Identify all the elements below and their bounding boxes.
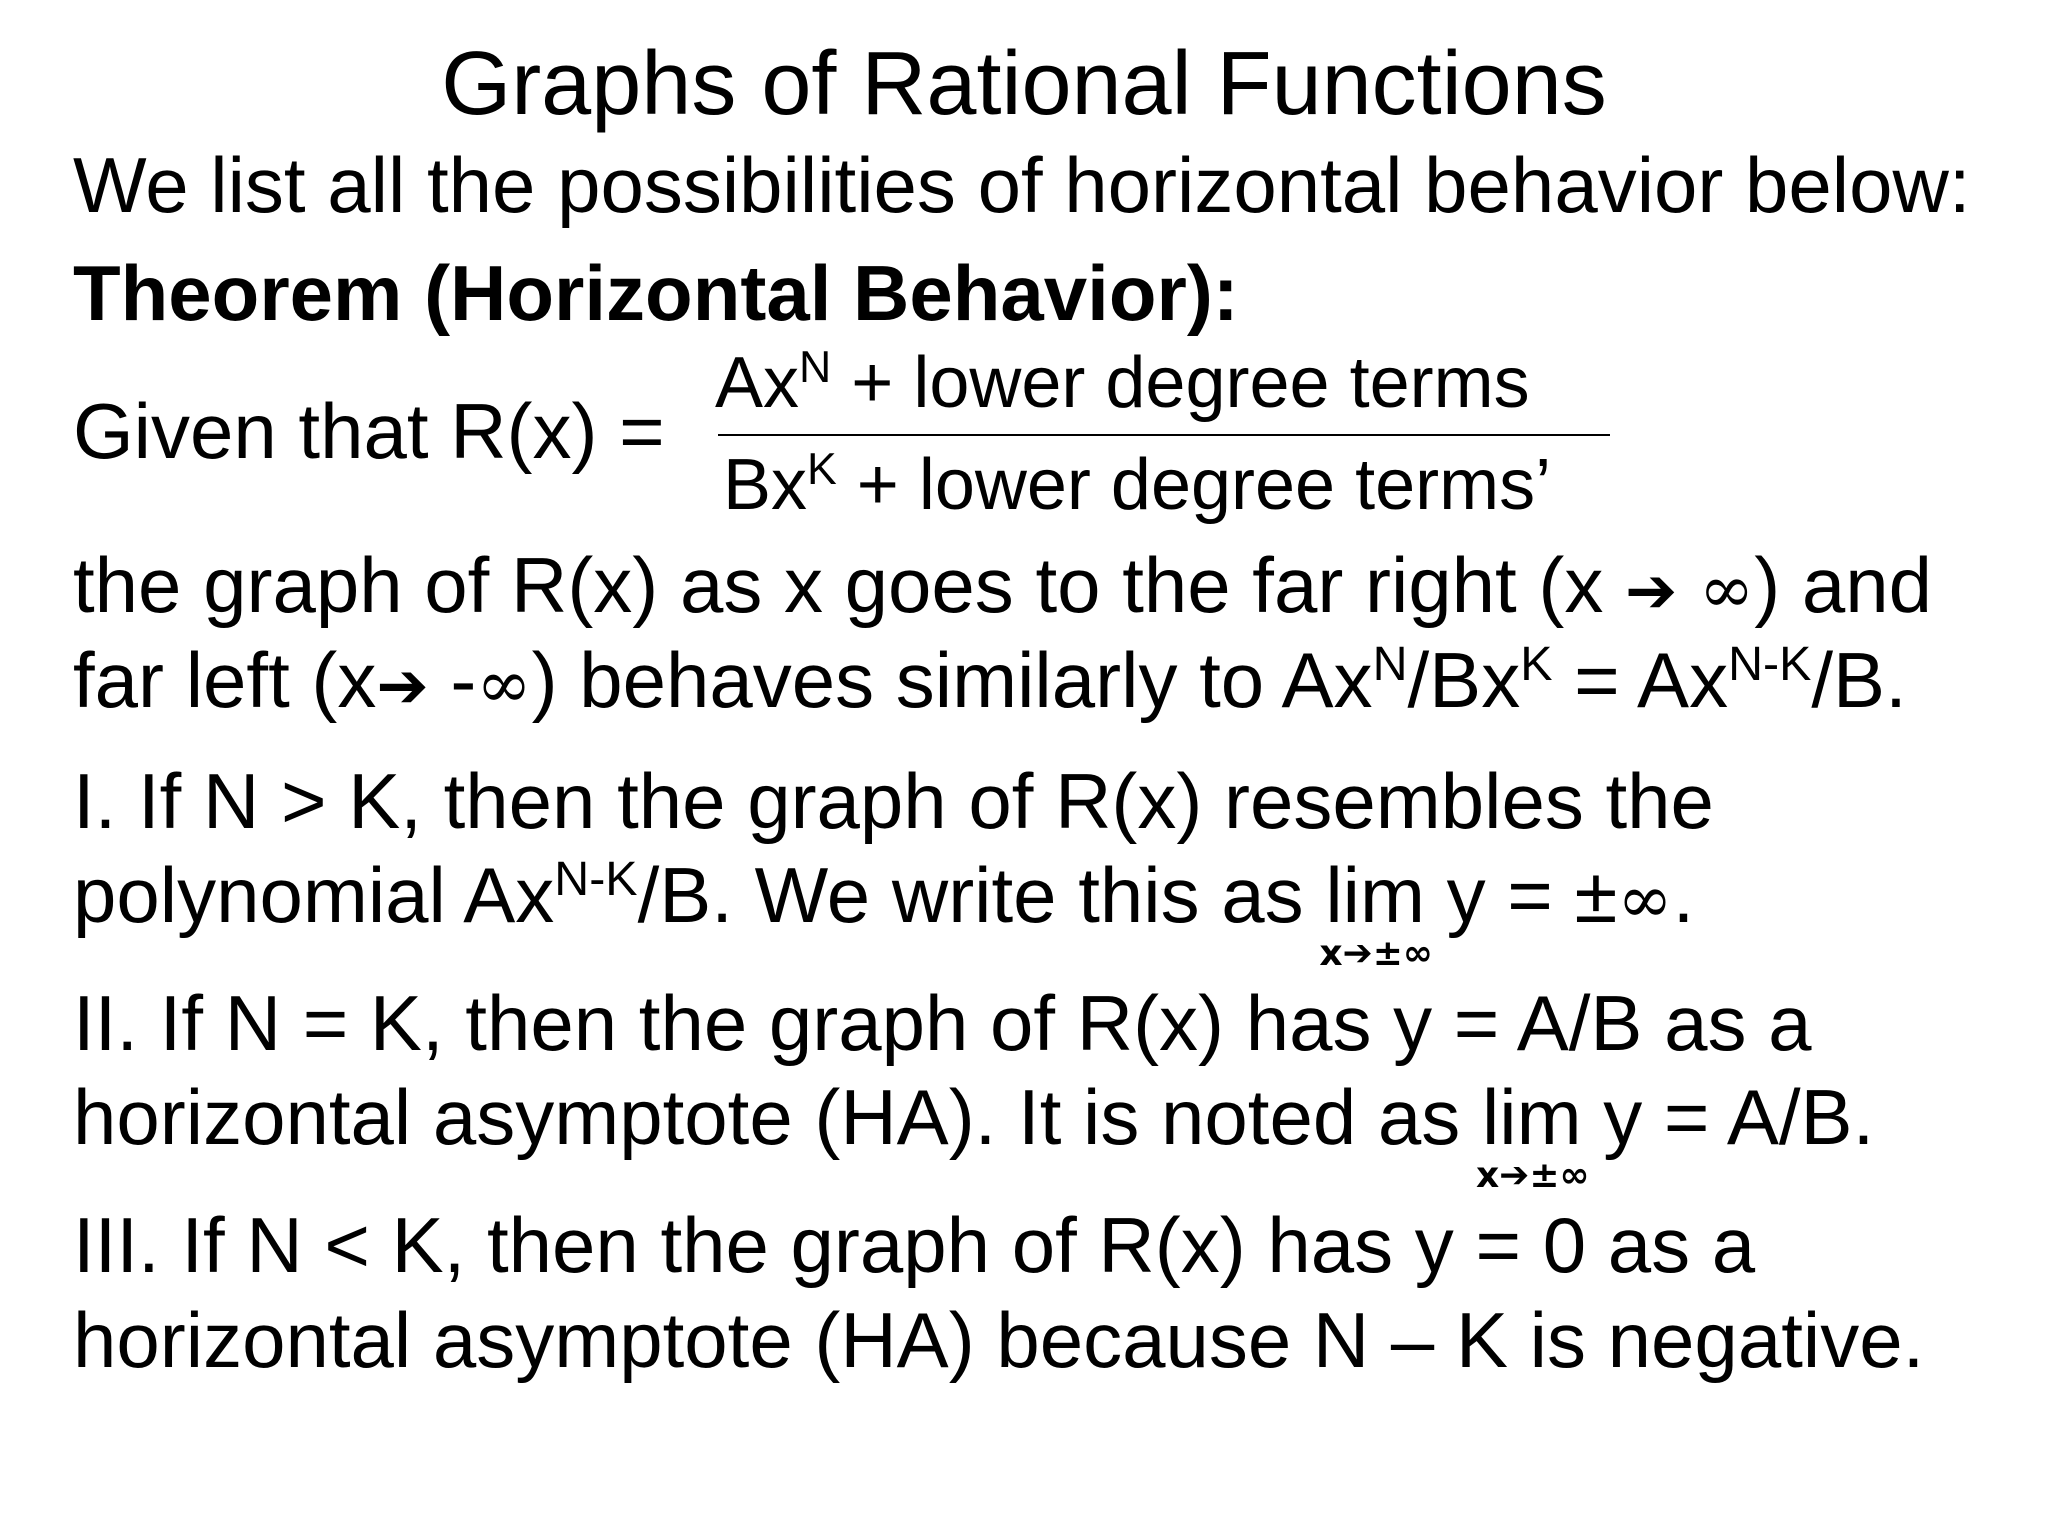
case-2-line-1: II. If N = K, then the graph of R(x) has y = A/B as a: [73, 979, 1812, 1067]
infinity-symbol: ∞: [1617, 860, 1673, 938]
fraction-denominator: $Bx^K$ + lower degree terms’: [723, 445, 1552, 525]
page-title: Graphs of Rational Functions: [441, 34, 1607, 134]
given-prefix: Given that R(x) =: [73, 387, 665, 475]
limit-notation: lim x➔±∞: [1319, 851, 1433, 974]
case-1-line-1: I. If N > K, then the graph of R(x) resembles the: [73, 757, 1714, 845]
behavior-line-1: the graph of R(x) as x goes to the far right (x ➔ ∞) and: [73, 541, 1933, 629]
limit-subscript: x➔±∞: [1475, 1155, 1590, 1196]
fraction-bar: [718, 434, 1610, 436]
limit-notation: lim x➔±∞: [1475, 1073, 1590, 1196]
limit-subscript: x➔±∞: [1319, 933, 1433, 974]
infinity-symbol: ∞: [476, 645, 532, 723]
behavior-line-2: far left (x➔ -∞) behaves similarly to $Ax^N/Bx^K = Ax^{N-K}/B$.: [73, 636, 1907, 724]
fraction-numerator: $Ax^N$ + lower degree terms: [715, 343, 1530, 423]
numerator-exponent: N: [799, 343, 832, 393]
arrow-icon: ➔: [1625, 554, 1678, 627]
denominator-exponent: K: [807, 445, 837, 495]
intro-text: We list all the possibilities of horizontal behavior below:: [73, 141, 1971, 229]
theorem-heading: Theorem (Horizontal Behavior):: [73, 249, 1239, 337]
case-3-line-1: III. If N < K, then the graph of R(x) has y = 0 as a: [73, 1201, 1756, 1289]
case-1-line-2: polynomial $Ax^{N-K}/B$. We write this as lim x➔±∞ y = ±∞.: [73, 851, 1695, 974]
infinity-symbol: ∞: [1699, 550, 1755, 628]
case-3-line-2: horizontal asymptote (HA) because N – K is negative.: [73, 1296, 1925, 1384]
arrow-icon: ➔: [376, 649, 429, 722]
case-2-line-2: horizontal asymptote (HA). It is noted as lim x➔±∞ y = A/B.: [73, 1073, 1875, 1196]
